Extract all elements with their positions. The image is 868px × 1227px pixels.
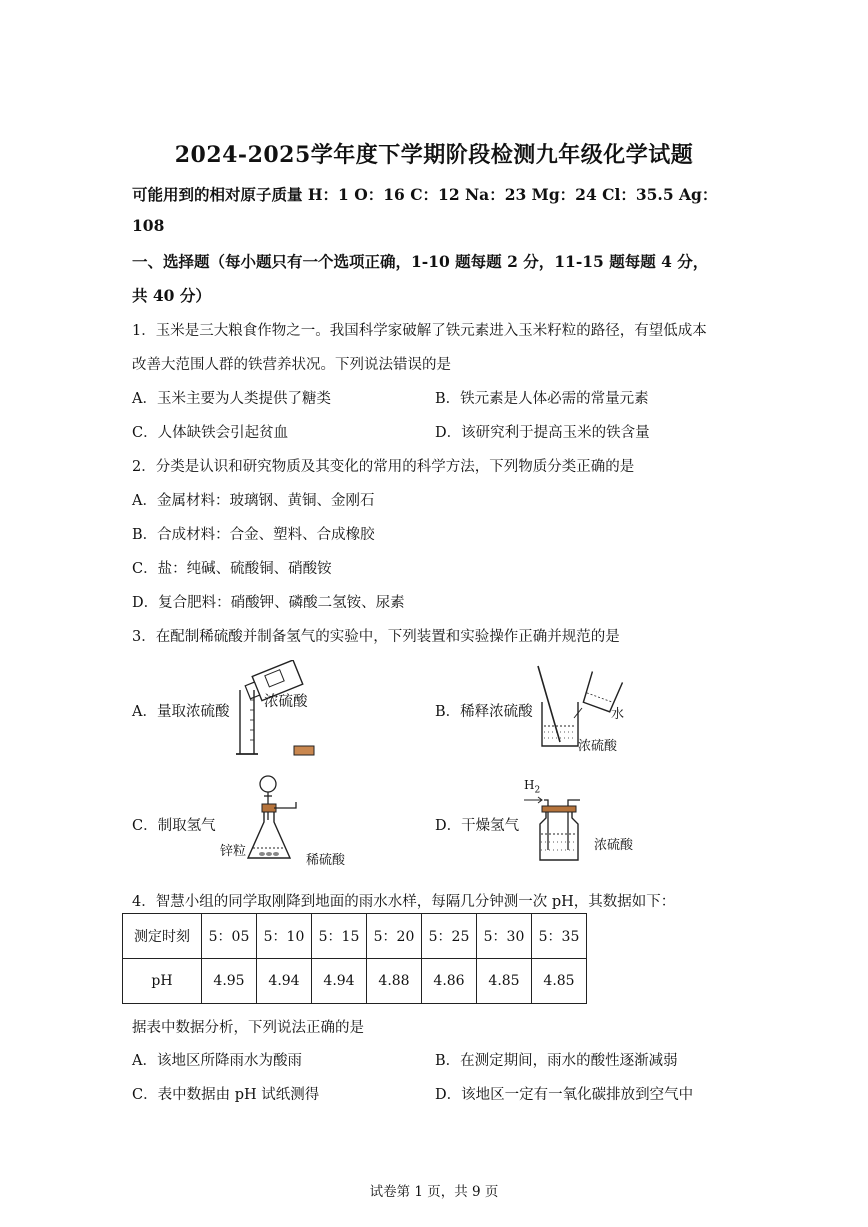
graduated-cylinder-icon	[236, 690, 258, 754]
q3-stem: 3．在配制稀硫酸并制备氢气的实验中，下列装置和实验操作正确并规范的是	[132, 629, 620, 645]
q2-option-b: B．合成材料：合金、塑料、合成橡胶	[132, 527, 375, 543]
fig-b-water-label: 水	[611, 707, 625, 722]
table-cell-time: 5：10	[257, 914, 312, 959]
table-cell-time: 5：30	[477, 914, 532, 959]
fig-b-conc-label: 浓硫酸	[578, 739, 618, 754]
q4-stem: 4．智慧小组的同学取刚降到地面的雨水水样，每隔几分钟测一次 pH，其数据如下：	[132, 894, 676, 910]
table-cell-ph: 4.88	[367, 959, 422, 1004]
delivery-tube-icon	[274, 802, 296, 808]
table-cell-ph: 4.85	[532, 959, 587, 1004]
q2-option-c: C．盐：纯碱、硫酸铜、硝酸铵	[132, 561, 332, 577]
fig-a-conc-label: 浓硫酸	[264, 694, 308, 710]
table-cell-ph: 4.95	[202, 959, 257, 1004]
q4-after-table: 据表中数据分析，下列说法正确的是	[132, 1020, 364, 1036]
exam-title: 2024-2025学年度下学期阶段检测九年级化学试题	[174, 142, 694, 168]
ph-data-table	[122, 913, 587, 1004]
stopper-icon	[542, 806, 576, 812]
table-cell-ph: 4.86	[422, 959, 477, 1004]
q1-stem-line1: 1．玉米是三大粮食作物之一。我国科学家破解了铁元素进入玉米籽粒的路径，有望低成本	[132, 323, 707, 339]
glass-rod-icon	[538, 666, 560, 742]
q4-option-a: A．该地区所降雨水为酸雨	[132, 1053, 302, 1069]
conical-flask-icon	[248, 812, 290, 858]
q3-option-a: A．量取浓硫酸	[132, 704, 230, 720]
q2-stem: 2．分类是认识和研究物质及其变化的常用的科学方法，下列物质分类正确的是	[132, 459, 635, 475]
table-cell-time: 5：20	[367, 914, 422, 959]
q4-option-b: B．在测定期间，雨水的酸性逐渐减弱	[435, 1053, 678, 1069]
table-header-time: 测定时刻	[123, 914, 202, 959]
q2-option-d: D．复合肥料：硝酸钾、磷酸二氢铵、尿素	[132, 595, 405, 611]
q1-option-d: D．该研究利于提高玉米的铁含量	[435, 425, 650, 441]
table-cell-ph: 4.85	[477, 959, 532, 1004]
q4-option-d: D．该地区一定有一氧化碳排放到空气中	[435, 1087, 694, 1103]
stopper-icon	[262, 804, 276, 812]
h2-subscript: 2	[534, 785, 541, 796]
q1-option-a: A．玉米主要为人类提供了糖类	[132, 391, 331, 407]
q1-option-c: C．人体缺铁会引起贫血	[132, 425, 289, 441]
q1-option-b: B．铁元素是人体必需的常量元素	[435, 391, 649, 407]
table-cell-time: 5：25	[422, 914, 477, 959]
q3-option-c: C．制取氢气	[132, 818, 216, 834]
fig-d-conc-label: 浓硫酸	[594, 838, 634, 853]
q3-option-b: B．稀释浓硫酸	[435, 704, 533, 720]
fig-c-zinc-label: 锌粒	[220, 844, 247, 859]
table-header-ph: pH	[123, 959, 202, 1004]
q3-option-d: D．干燥氢气	[435, 818, 520, 834]
page-footer: 试卷第 1 页，共 9 页	[369, 1184, 499, 1200]
section1-heading-line2: 共 40 分）	[132, 286, 211, 305]
q4-option-c: C．表中数据由 pH 试纸测得	[132, 1087, 320, 1103]
table-cell-ph: 4.94	[312, 959, 367, 1004]
table-cell-ph: 4.94	[257, 959, 312, 1004]
table-cell-time: 5：35	[532, 914, 587, 959]
table-cell-time: 5：05	[202, 914, 257, 959]
fig-c-dilute-label: 稀硫酸	[306, 853, 346, 868]
q2-option-a: A．金属材料：玻璃钢、黄铜、金刚石	[132, 493, 375, 509]
wash-bottle-icon	[540, 812, 578, 860]
figure-a-measure-conc-acid	[228, 660, 348, 768]
q1-stem-line2: 改善大范围人群的铁营养状况。下列说法错误的是	[132, 357, 451, 373]
section1-heading-line1: 一、选择题（每小题只有一个选项正确，1-10 题每题 2 分，11-15 题每题 4 分，	[132, 252, 709, 271]
table-row-times	[123, 914, 587, 959]
bottle-cap-icon	[294, 746, 314, 755]
h2-symbol: H	[524, 778, 535, 792]
fig-d-h2-label	[524, 778, 540, 795]
atomic-mass-line2: 108	[132, 216, 165, 235]
table-cell-time: 5：15	[312, 914, 367, 959]
table-row-ph	[123, 959, 587, 1004]
atomic-mass-line1: 可能用到的相对原子质量 H：1 O：16 C：12 Na：23 Mg：24 Cl：35.5 Ag：	[132, 185, 718, 204]
